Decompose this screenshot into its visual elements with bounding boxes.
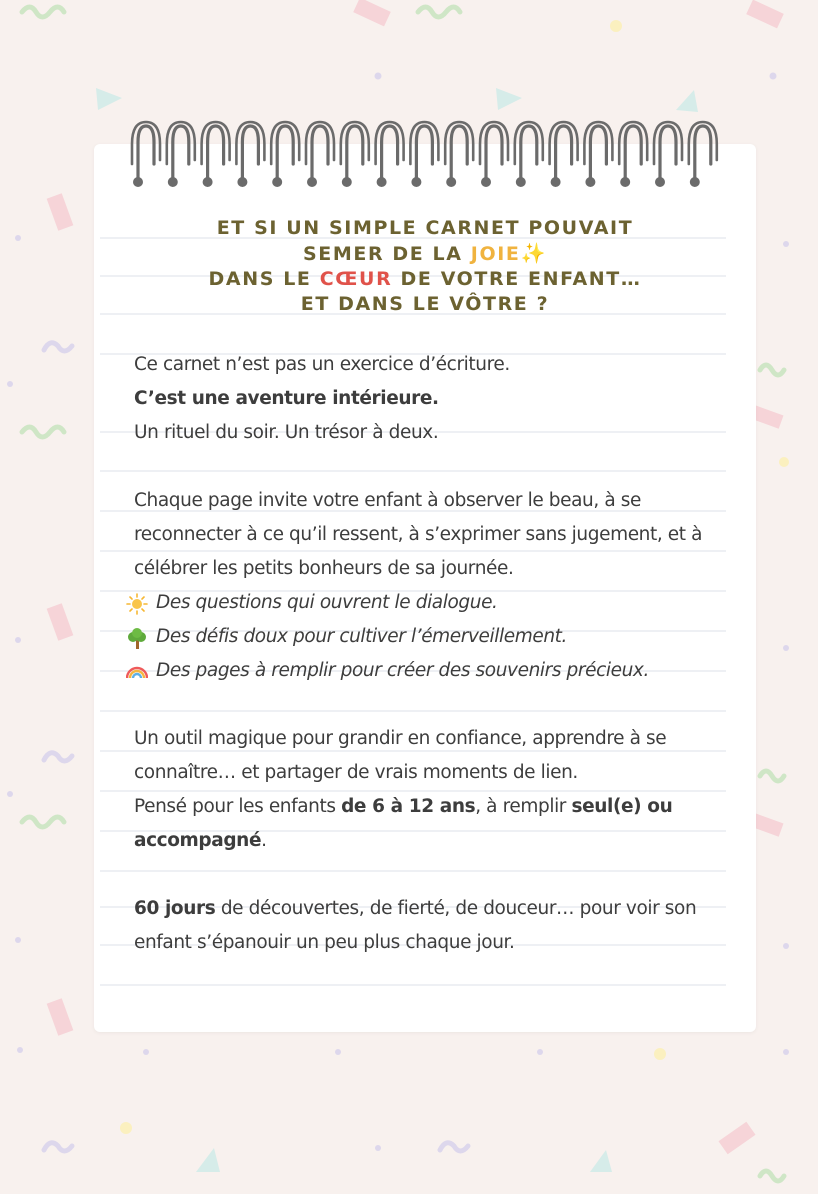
- intro-line-1: Ce carnet n’est pas un exercice d’écriture.: [134, 354, 510, 375]
- body-text: [134, 348, 734, 960]
- spiral-ring: [271, 122, 299, 187]
- feature-item: [134, 586, 734, 620]
- p3-mode: seul(e) ou accompagné: [134, 796, 673, 851]
- p3-text: , à remplir: [475, 796, 572, 817]
- intro-line-2: C’est une aventure intérieure.: [134, 388, 439, 409]
- paragraph-4: [134, 892, 734, 960]
- spiral-ring: [236, 122, 264, 187]
- rainbow-icon: [126, 661, 148, 683]
- sun-icon: [126, 593, 148, 615]
- title-coeur-word: CŒUR: [319, 268, 393, 290]
- feature-item: [134, 620, 734, 654]
- spiral-ring: [376, 122, 404, 187]
- ruled-line: [100, 984, 726, 986]
- title-line-3-post: DE VOTRE ENFANT…: [400, 268, 642, 290]
- title-line-2-pre: SEMER DE LA: [303, 243, 463, 265]
- paragraph-2: Chaque page invite votre enfant à observer le beau, à se reconnecter à ce qu’il ressent, à s’exprimer sans jugement, et à célébrer les petits bonheurs de sa journée.: [134, 490, 703, 579]
- feature-text: Des questions qui ouvrent le dialogue.: [156, 592, 498, 613]
- page-title: [94, 216, 756, 317]
- p3-text: Pensé pour les enfants: [134, 796, 342, 817]
- p3-age-range: de 6 à 12 ans: [341, 796, 476, 817]
- spiral-ring: [619, 122, 647, 187]
- p4-text: de découvertes, de fierté, de douceur… pour voir son enfant s’épanouir un peu plus chaque jour.: [134, 898, 697, 953]
- spiral-ring: [445, 122, 473, 187]
- intro-line-3: Un rituel du soir. Un trésor à deux.: [134, 422, 439, 443]
- spiral-ring: [654, 122, 682, 187]
- spiral-ring: [132, 122, 160, 187]
- spiral-ring: [550, 122, 578, 187]
- p4-days: 60 jours: [134, 898, 216, 919]
- spiral-ring: [515, 122, 543, 187]
- title-joie-word: JOIE: [470, 243, 521, 265]
- sparkles-icon: ✨: [520, 241, 547, 265]
- title-line-4: ET DANS LE VÔTRE ?: [300, 293, 550, 315]
- spiral-ring: [341, 122, 369, 187]
- spiral-ring: [167, 122, 195, 187]
- feature-item: [134, 654, 734, 688]
- spiral-ring: [410, 122, 438, 187]
- paragraph-3b: [134, 790, 734, 858]
- spiral-ring: [689, 122, 717, 187]
- feature-text: Des défis doux pour cultiver l’émerveillement.: [156, 626, 567, 647]
- title-line-1: ET SI UN SIMPLE CARNET POUVAIT: [216, 217, 634, 239]
- spiral-ring: [584, 122, 612, 187]
- spiral-ring: [480, 122, 508, 187]
- title-line-3-pre: DANS LE: [208, 268, 312, 290]
- tree-icon: [126, 628, 148, 650]
- paragraph-3a: Un outil magique pour grandir en confiance, apprendre à se connaître… et partager de vrais moments de lien.: [134, 728, 667, 783]
- spiral-ring: [202, 122, 230, 187]
- feature-text: Des pages à remplir pour créer des souvenirs précieux.: [156, 660, 649, 681]
- spiral-ring: [306, 122, 334, 187]
- p3-text: .: [261, 830, 267, 851]
- spiral-binding: [128, 120, 728, 192]
